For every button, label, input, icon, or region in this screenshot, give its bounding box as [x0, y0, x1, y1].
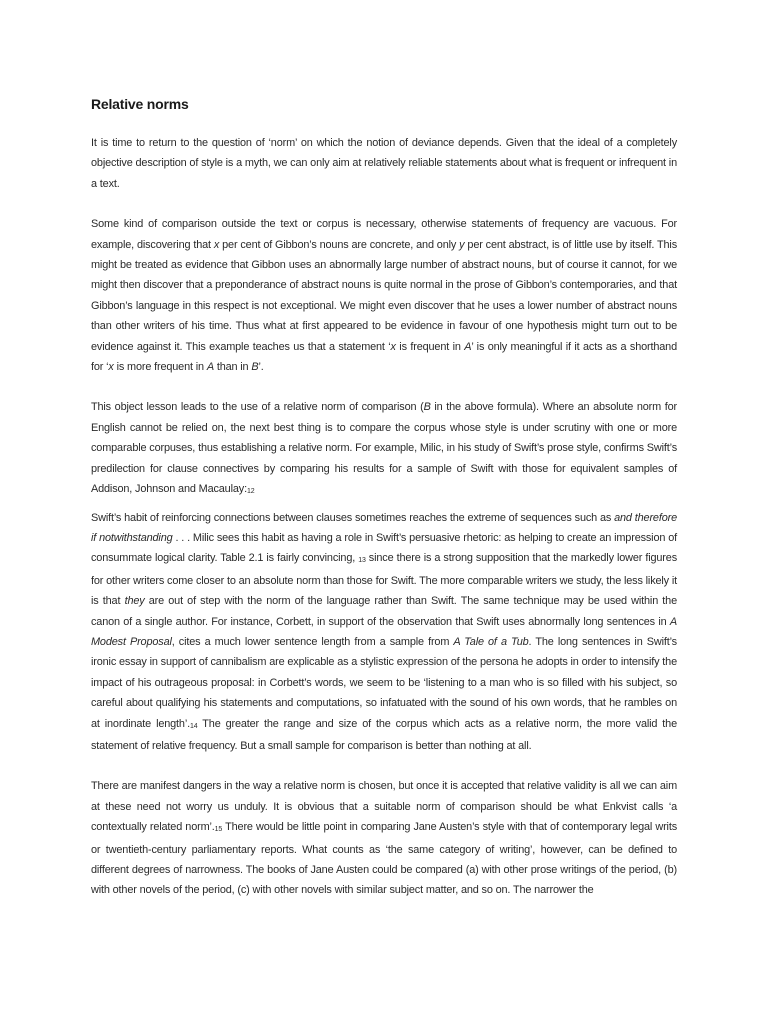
section-heading: Relative norms: [91, 96, 189, 112]
block-quote: Swift’s habit of reinforcing connections between clauses sometimes reaches the extreme of sequences such as and therefore if notwithstanding . . . Milic sees this habit as having a role in Swift’s persuasive rhetoric: as helping to create an impression of consummate logical clarity. Table 2.1 is fairly convincing, 13 since there is a strong supposition that the markedly lower figures for other writers come closer to an absolute norm than those for Swift. The more comparable writers we study, the less likely it is that they are out of step with the norm of the language rather than Swift. The same technique may be used within the canon of a single author. For instance, Corbett, in support of the observation that Swift uses abnormally long sentences in A Modest Proposal, cites a much lower sentence length from a sample from A Tale of a Tub. The long sentences in Swift’s ironic essay in support of cannibalism are explicable as a stylistic expression of the persona he adopts in order to intensify the impact of his outrageous proposal: in Corbett’s words, we seem to be ‘listening to a man who is so filled with his subject, so careful about qualifying his statements and computations, so infatuated with the sound of his own words, that he rambles on at inordinate length’.14 The greater the range and size of the corpus which acts as a relative norm, the more valid the statement of relative frequency. But a small sample for comparison is better than nothing at all.: [91, 511, 677, 752]
italic-y: y: [459, 238, 465, 251]
footnote-ref-14[interactable]: 14: [190, 722, 198, 730]
paragraph-1: It is time to return to the question of ‘norm’ on which the notion of deviance depends. Given that the ideal of a completely objective description of style is a myth, we can only aim at relatively reliable statements about what is frequent or infrequent in a text.: [91, 137, 677, 190]
footnote-ref-12[interactable]: 12: [246, 488, 255, 496]
footnote-ref-13[interactable]: 13: [358, 557, 366, 565]
paragraph-3: This object lesson leads to the use of a relative norm of comparison (B in the above formula). Where an absolute norm for English cannot be relied on, the next best thing is to compare the corpus whose style is under scrutiny with one or more comparable corpuses, thus establishing a relative norm. For example, Milic, in his study of Swift’s prose style, confirms Swift’s predilection for clause connectives by comparing his results for a sample of Swift with those for equivalent samples of Addison, Johnson and Macaulay:12: [91, 401, 677, 496]
footnote-ref-15[interactable]: 15: [214, 826, 223, 834]
paragraph-5: There are manifest dangers in the way a relative norm is chosen, but once it is accepted that relative validity is all we can aim at these need not worry us unduly. It is obvious that a suitable norm of comparison should be what Enkvist calls ‘a contextually related norm’.15 There would be little point in comparing Jane Austen’s style with that of contemporary legal writs or twentieth-century parliamentary reports. What counts as ‘the same category of writing’, however, can be defined to different degrees of narrowness. The books of Jane Austen could be compared (a) with other prose writings of the period, (b) with other novels of the period, (c) with other novels with similar subject matter, and so on. The narrower the: [91, 780, 678, 897]
paragraph-2: Some kind of comparison outside the text or corpus is necessary, otherwise statements of frequency are vacuous. For example, discovering that x per cent of Gibbon’s nouns are concrete, and only y per cent abstract, is of little use by itself. This might be treated as evidence that Gibbon uses an abnormally large number of abstract nouns, but of course it cannot, for we might then discover that a preponderance of abstract nouns is quite normal in the prose of Gibbon’s contemporaries, and that Gibbon’s language in this respect is not exceptional. We might even discover that he uses a lower number of abstract nouns than other writers of his time. Thus what at first appeared to be evidence in favour of one hypothesis might turn out to be evidence against it. This example teaches us that a statement ‘x is frequent in A’ is only meaningful if it acts as a shorthand for ‘x is more frequent in A than in B’.: [91, 218, 677, 374]
italic-x: x: [213, 238, 220, 251]
